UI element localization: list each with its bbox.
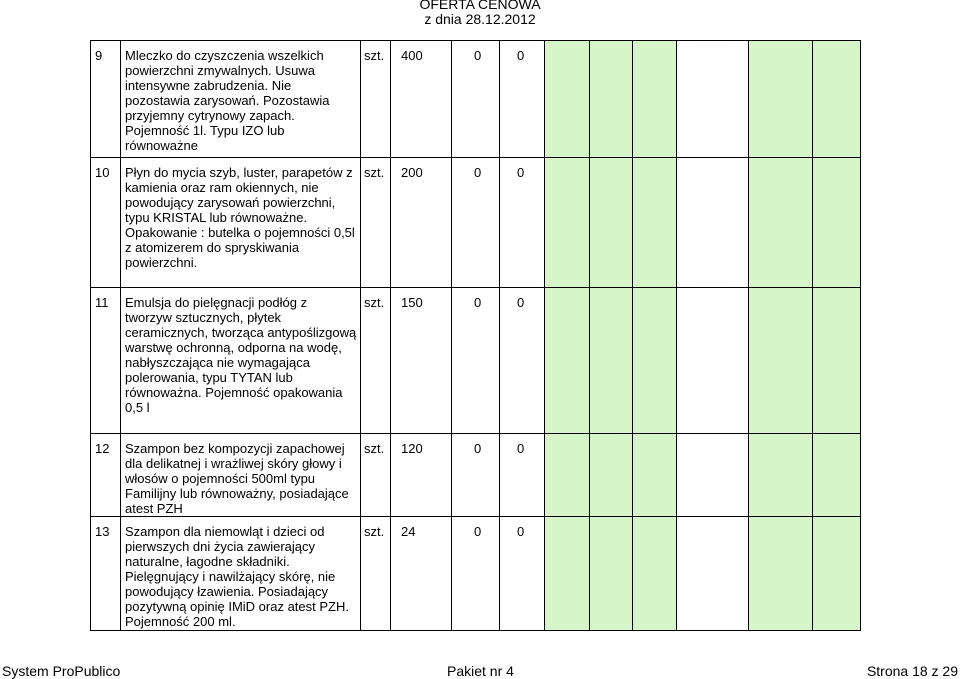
- value-cell-2: 0: [500, 434, 545, 517]
- description-line: powierzchni.: [125, 255, 198, 270]
- description-line: polerowania, typu TYTAN lub: [125, 370, 293, 385]
- description-line: powodujący łzawienia. Posiadający: [125, 584, 329, 599]
- description-line: pozostawia zarysowań. Pozostawia: [125, 93, 330, 108]
- empty-cell: [677, 288, 749, 434]
- description-line: z atomizerem do spryskiwania: [125, 240, 300, 255]
- price-table: [90, 40, 861, 631]
- unit-cell: szt.: [361, 41, 391, 158]
- quantity-cell: 120: [391, 434, 452, 517]
- empty-green-cell: [590, 434, 633, 517]
- description-line: warstwę ochronną, odporna na wodę,: [125, 340, 342, 355]
- empty-green-cell: [749, 288, 813, 434]
- value-cell-1: 0: [452, 517, 500, 631]
- description-line: intensywne zabrudzenia. Nie: [125, 78, 292, 93]
- description-line: dla delikatnej i wrażliwej skóry głowy i: [125, 456, 342, 471]
- document-title: OFERTA CENOWA: [419, 0, 541, 12]
- empty-green-cell: [633, 517, 677, 631]
- empty-green-cell: [545, 434, 590, 517]
- quantity-cell: 24: [391, 517, 452, 631]
- value-cell-2: 0: [500, 41, 545, 158]
- empty-green-cell: [813, 434, 861, 517]
- empty-green-cell: [633, 288, 677, 434]
- empty-cell: [677, 517, 749, 631]
- empty-green-cell: [633, 158, 677, 288]
- product-description: [121, 158, 361, 288]
- description-line: włosów o pojemności 500ml typu: [125, 471, 316, 486]
- description-line: powierzchni zmywalnych. Usuwa: [125, 63, 316, 78]
- description-line: Pielęgnujący i nawilżający skórę, nie: [125, 569, 336, 584]
- table-row: [91, 41, 861, 158]
- row-number: 13: [91, 517, 121, 631]
- empty-green-cell: [545, 158, 590, 288]
- quantity-cell: 150: [391, 288, 452, 434]
- value-cell-1: 0: [452, 288, 500, 434]
- table-row: [91, 434, 861, 517]
- row-number: 12: [91, 434, 121, 517]
- unit-cell: szt.: [361, 288, 391, 434]
- row-number: 11: [91, 288, 121, 434]
- description-line: przyjemny cytrynowy zapach.: [125, 108, 295, 123]
- product-description: [121, 517, 361, 631]
- empty-green-cell: [590, 158, 633, 288]
- empty-green-cell: [545, 288, 590, 434]
- empty-cell: [677, 41, 749, 158]
- row-number: 9: [91, 41, 121, 158]
- description-line: Familijny lub równoważny, posiadające: [125, 486, 349, 501]
- empty-green-cell: [590, 517, 633, 631]
- value-cell-2: 0: [500, 517, 545, 631]
- description-line: ceramicznych, tworząca antypoślizgową: [125, 325, 357, 340]
- empty-green-cell: [749, 41, 813, 158]
- footer-page-number: Strona 18 z 29: [866, 663, 958, 679]
- table-row: [91, 517, 861, 631]
- description-line: równoważna. Pojemność opakowania: [125, 385, 343, 400]
- empty-green-cell: [813, 41, 861, 158]
- unit-cell: szt.: [361, 434, 391, 517]
- description-line: Szampon bez kompozycji zapachowej: [125, 441, 345, 456]
- table-row: [91, 288, 861, 434]
- description-line: 0,5 l: [125, 400, 150, 415]
- description-line: typu KRISTAL lub równoważne.: [125, 210, 308, 225]
- description-line: Płyn do mycia szyb, luster, parapetów z: [125, 165, 353, 180]
- description-line: pierwszych dni życia zawierający: [125, 539, 316, 554]
- value-cell-1: 0: [452, 41, 500, 158]
- value-cell-1: 0: [452, 434, 500, 517]
- empty-green-cell: [749, 158, 813, 288]
- empty-green-cell: [749, 434, 813, 517]
- description-line: Szampon dla niemowląt i dzieci od: [125, 524, 325, 539]
- description-line: Opakowanie : butelka o pojemności 0,5l: [125, 225, 355, 240]
- description-line: nabłyszczająca nie wymagająca: [125, 355, 310, 370]
- unit-cell: szt.: [361, 517, 391, 631]
- description-line: powodujący zarysowań powierzchni,: [125, 195, 336, 210]
- empty-green-cell: [813, 288, 861, 434]
- footer-system: System ProPublico: [2, 663, 121, 679]
- description-line: pozytywną opinię IMiD oraz atest PZH.: [125, 599, 349, 614]
- empty-green-cell: [545, 517, 590, 631]
- quantity-cell: 400: [391, 41, 452, 158]
- row-number: 10: [91, 158, 121, 288]
- page-footer: [0, 663, 960, 679]
- description-line: Emulsja do pielęgnacji podłóg z: [125, 295, 308, 310]
- value-cell-2: 0: [500, 288, 545, 434]
- empty-green-cell: [633, 434, 677, 517]
- empty-green-cell: [749, 517, 813, 631]
- description-line: tworzyw sztucznych, płytek: [125, 310, 282, 325]
- description-line: kamienia oraz ram okiennych, nie: [125, 180, 319, 195]
- description-line: równoważne: [125, 138, 198, 153]
- empty-cell: [677, 434, 749, 517]
- unit-cell: szt.: [361, 158, 391, 288]
- value-cell-2: 0: [500, 158, 545, 288]
- empty-green-cell: [633, 41, 677, 158]
- empty-green-cell: [813, 517, 861, 631]
- description-line: naturalne, łagodne składniki.: [125, 554, 290, 569]
- value-cell-1: 0: [452, 158, 500, 288]
- description-line: Pojemność 1l. Typu IZO lub: [125, 123, 285, 138]
- quantity-cell: 200: [391, 158, 452, 288]
- product-description: [121, 434, 361, 517]
- description-line: atest PZH: [125, 501, 183, 516]
- empty-green-cell: [590, 288, 633, 434]
- document-header: [400, 0, 560, 27]
- table-row: [91, 158, 861, 288]
- document-date: z dnia 28.12.2012: [424, 11, 536, 27]
- empty-green-cell: [545, 41, 590, 158]
- empty-cell: [677, 158, 749, 288]
- empty-green-cell: [813, 158, 861, 288]
- product-description: [121, 41, 361, 158]
- description-line: Pojemność 200 ml.: [125, 614, 236, 629]
- footer-package: Pakiet nr 4: [447, 663, 514, 679]
- product-description: [121, 288, 361, 434]
- empty-green-cell: [590, 41, 633, 158]
- description-line: Mleczko do czyszczenia wszelkich: [125, 48, 324, 63]
